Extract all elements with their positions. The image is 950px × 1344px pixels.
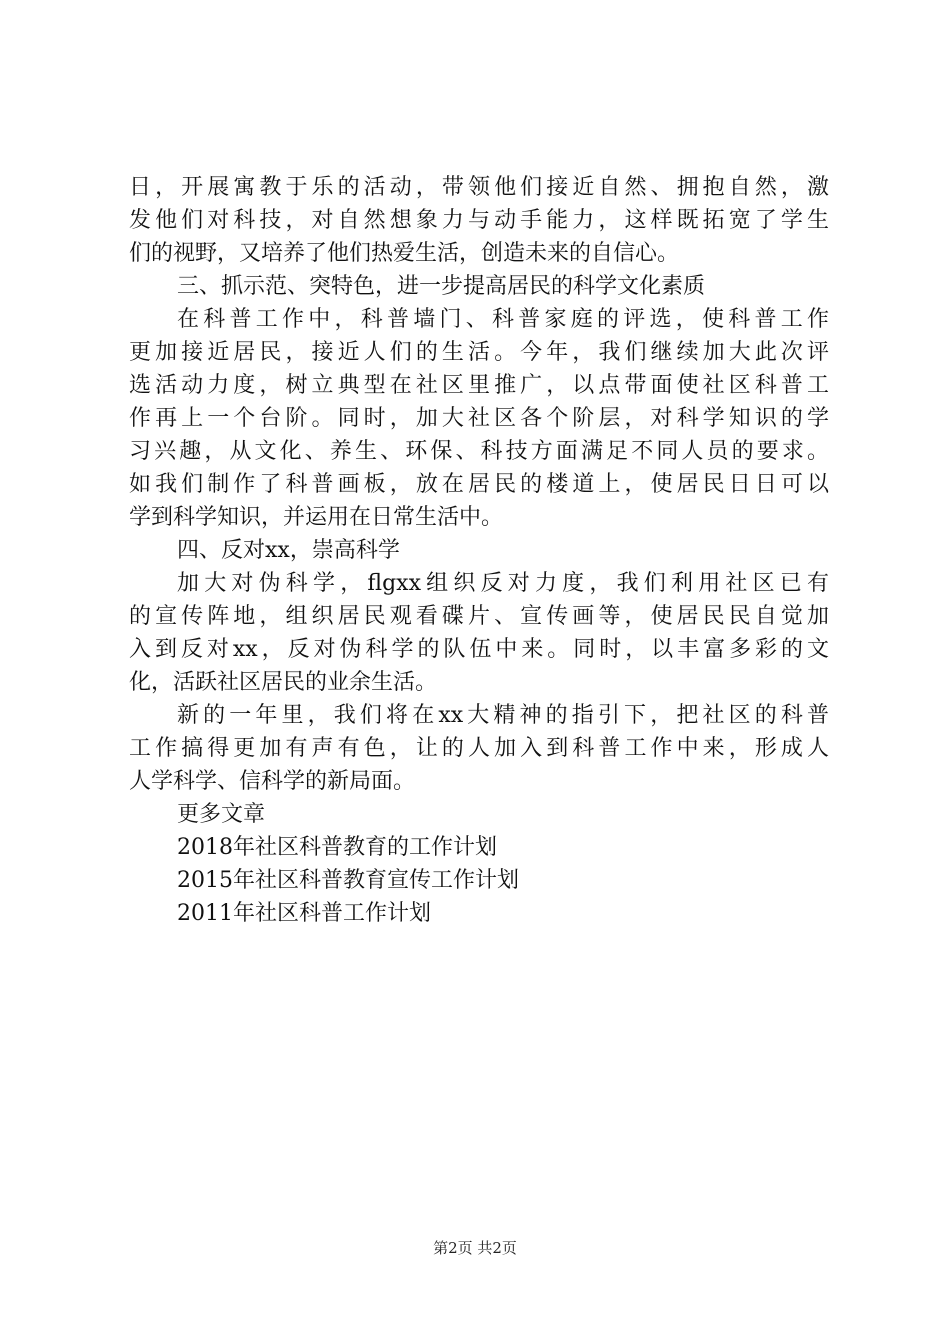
text-line: 工作搞得更加有声有色，让的人加入到科普工作中来，形成人 <box>129 736 829 761</box>
text-line: 日，开展寓教于乐的活动，带领他们接近自然、拥抱自然，激 <box>129 175 829 200</box>
text-line: 选活动力度，树立典型在社区里推广，以点带面使社区科普工 <box>129 373 829 398</box>
more-articles-list <box>129 831 829 930</box>
section-heading-4: 四、反对xx，崇高科学 <box>177 538 400 563</box>
paragraph-2 <box>129 303 829 534</box>
text-line: 学到科学知识，并运用在日常生活中。 <box>129 505 504 530</box>
text-line: 人学科学、信科学的新局面。 <box>129 769 416 794</box>
text-line: 入到反对xx，反对伪科学的队伍中来。同时，以丰富多彩的文 <box>129 637 829 662</box>
more-article-link[interactable]: 2015年社区科普教育宣传工作计划 <box>177 868 519 893</box>
text-line: 作再上一个台阶。同时，加大社区各个阶层，对科学知识的学 <box>129 406 829 431</box>
text-line: 更加接近居民，接近人们的生活。今年，我们继续加大此次评 <box>129 340 829 365</box>
text-line: 习兴趣，从文化、养生、环保、科技方面满足不同人员的要求。 <box>129 439 829 464</box>
text-line: 新的一年里，我们将在xx大精神的指引下，把社区的科普 <box>177 703 829 728</box>
text-line: 发他们对科技，对自然想象力与动手能力，这样既拓宽了学生 <box>129 208 829 233</box>
paragraph-1 <box>129 171 829 270</box>
text-line: 的宣传阵地，组织居民观看碟片、宣传画等，使居民民自觉加 <box>129 604 829 629</box>
paragraph-4 <box>129 699 829 798</box>
text-line: 如我们制作了科普画板，放在居民的楼道上，使居民日日可以 <box>129 472 829 497</box>
more-articles-title: 更多文章 <box>177 802 266 827</box>
more-article-link[interactable]: 2011年社区科普工作计划 <box>177 901 431 926</box>
text-line: 化，活跃社区居民的业余生活。 <box>129 670 438 695</box>
text-line: 在科普工作中，科普墙门、科普家庭的评选，使科普工作 <box>177 307 829 332</box>
page-number: 第2页 共2页 <box>433 1239 517 1257</box>
text-line: 加大对伪科学，flgxx组织反对力度，我们利用社区已有 <box>177 571 829 596</box>
text-line: 们的视野，又培养了他们热爱生活，创造未来的自信心。 <box>129 241 680 266</box>
more-article-link[interactable]: 2018年社区科普教育的工作计划 <box>177 835 497 860</box>
paragraph-3 <box>129 567 829 699</box>
document-body <box>129 171 829 930</box>
section-heading-3: 三、抓示范、突特色，进一步提高居民的科学文化素质 <box>177 274 706 299</box>
